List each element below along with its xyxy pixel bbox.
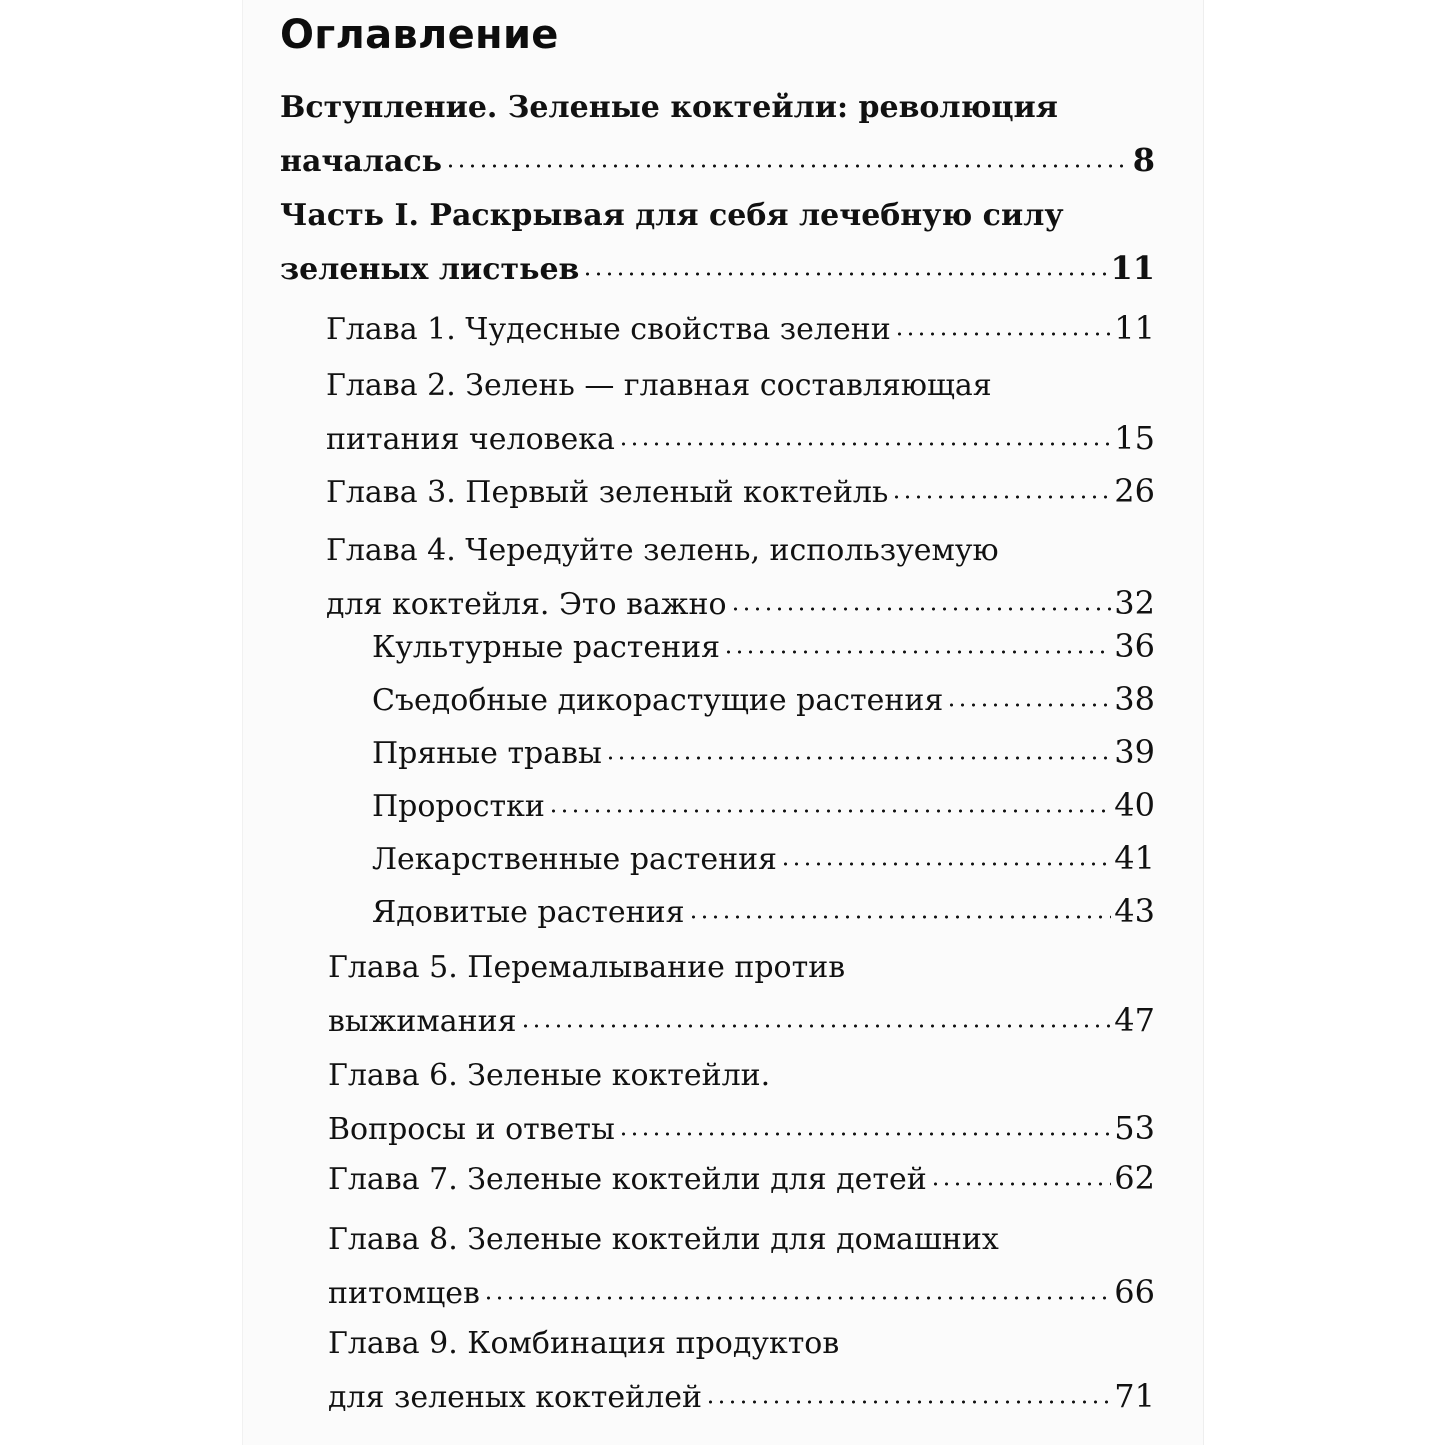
dot-leader — [946, 679, 1111, 712]
toc-entry-title-line1: Вступление. Зеленые коктейли: революция — [280, 90, 1058, 125]
toc-entry-title: Ядовитые растения — [372, 895, 685, 930]
toc-page-number: 26 — [1114, 472, 1155, 510]
toc-entry-title-line2: зеленых листьев — [280, 252, 580, 287]
toc-entry-title-line1: Глава 4. Чередуйте зелень, используемую — [326, 533, 999, 568]
toc-subentry-herbs[interactable] — [372, 726, 1155, 780]
toc-page-number: 66 — [1114, 1273, 1155, 1311]
dot-leader — [894, 308, 1112, 341]
toc-page-number: 11 — [1114, 309, 1155, 347]
dot-leader — [891, 471, 1111, 504]
toc-page-number: 40 — [1114, 786, 1155, 824]
dot-leader — [605, 732, 1111, 765]
toc-page-number: 41 — [1114, 839, 1155, 877]
toc-entry-title-line2: для зеленых коктейлей — [328, 1380, 702, 1415]
toc-entry-chapter-9[interactable] — [328, 1318, 1155, 1424]
toc-page-number: 11 — [1110, 249, 1155, 287]
dot-leader — [780, 838, 1111, 871]
toc-subentry-cultivated-plants[interactable] — [372, 620, 1155, 674]
toc-entry-chapter-6[interactable] — [328, 1050, 1155, 1156]
dot-leader — [705, 1376, 1111, 1409]
dot-leader — [483, 1272, 1111, 1305]
toc-page-number: 62 — [1114, 1159, 1155, 1197]
toc-page-number: 15 — [1114, 419, 1155, 457]
toc-entry-chapter-1[interactable] — [326, 302, 1155, 356]
toc-entry-title: Культурные растения — [372, 630, 721, 665]
toc-entry-title: Глава 7. Зеленые коктейли для детей — [328, 1162, 927, 1197]
toc-entry-introduction[interactable] — [280, 82, 1155, 188]
dot-leader — [730, 583, 1112, 616]
dot-leader — [445, 140, 1130, 173]
dot-leader — [688, 891, 1112, 924]
dot-leader — [618, 1108, 1111, 1141]
toc-page-number: 47 — [1114, 1001, 1155, 1039]
toc-entry-title: Глава 1. Чудесные свойства зелени — [326, 312, 891, 347]
toc-page-number: 38 — [1114, 680, 1155, 718]
dot-leader — [723, 626, 1111, 659]
dot-leader — [520, 1000, 1112, 1033]
dot-leader — [618, 418, 1111, 451]
dot-leader — [930, 1158, 1112, 1191]
toc-entry-title-line2: Вопросы и ответы — [328, 1112, 615, 1147]
toc-page-number: 43 — [1114, 892, 1155, 930]
toc-entry-title-line1: Глава 2. Зелень — главная составляющая — [326, 368, 992, 403]
toc-page-number: 32 — [1114, 584, 1155, 622]
toc-entry-title-line1: Глава 9. Комбинация продуктов — [328, 1326, 840, 1361]
toc-title: Оглавление — [280, 12, 559, 58]
toc-entry-part-1[interactable] — [280, 190, 1155, 296]
toc-page-number: 39 — [1114, 733, 1155, 771]
toc-subentry-wild-edible-plants[interactable] — [372, 673, 1155, 727]
toc-entry-title-line1: Глава 5. Перемалывание против — [328, 950, 846, 985]
dot-leader — [548, 785, 1111, 818]
toc-entry-chapter-4[interactable] — [326, 525, 1155, 631]
dot-leader — [582, 248, 1107, 281]
toc-page-number: 8 — [1132, 141, 1155, 179]
toc-entry-title-line2: для коктейля. Это важно — [326, 587, 727, 622]
toc-subentry-sprouts[interactable] — [372, 779, 1155, 833]
toc-entry-chapter-7[interactable] — [328, 1152, 1155, 1206]
toc-page-number: 36 — [1114, 627, 1155, 665]
toc-subentry-medicinal-plants[interactable] — [372, 832, 1155, 886]
toc-entry-chapter-5[interactable] — [328, 942, 1155, 1048]
toc-entry-title-line2: питомцев — [328, 1276, 480, 1311]
toc-entry-chapter-2[interactable] — [326, 360, 1155, 466]
toc-entry-title: Проростки — [372, 789, 545, 824]
toc-entry-title-line1: Глава 6. Зеленые коктейли. — [328, 1058, 771, 1093]
toc-entry-title: Пряные травы — [372, 736, 602, 771]
toc-subentry-poisonous-plants[interactable] — [372, 885, 1155, 939]
toc-entry-chapter-8[interactable] — [328, 1214, 1155, 1320]
toc-entry-chapter-3[interactable] — [326, 465, 1155, 519]
toc-entry-title-line1: Глава 8. Зеленые коктейли для домашних — [328, 1222, 999, 1257]
toc-entry-title: Лекарственные растения — [372, 842, 777, 877]
toc-entry-title-line2: началась — [280, 144, 443, 179]
toc-page-number: 71 — [1114, 1377, 1155, 1415]
toc-entry-title-line1: Часть I. Раскрывая для себя лечебную силу — [280, 198, 1064, 233]
toc-entry-title: Глава 3. Первый зеленый коктейль — [326, 475, 889, 510]
toc-entry-title: Съедобные дикорастущие растения — [372, 683, 944, 718]
toc-entry-title-line2: выжимания — [328, 1004, 517, 1039]
toc-page-number: 53 — [1114, 1109, 1155, 1147]
toc-entry-title-line2: питания человека — [326, 422, 615, 457]
